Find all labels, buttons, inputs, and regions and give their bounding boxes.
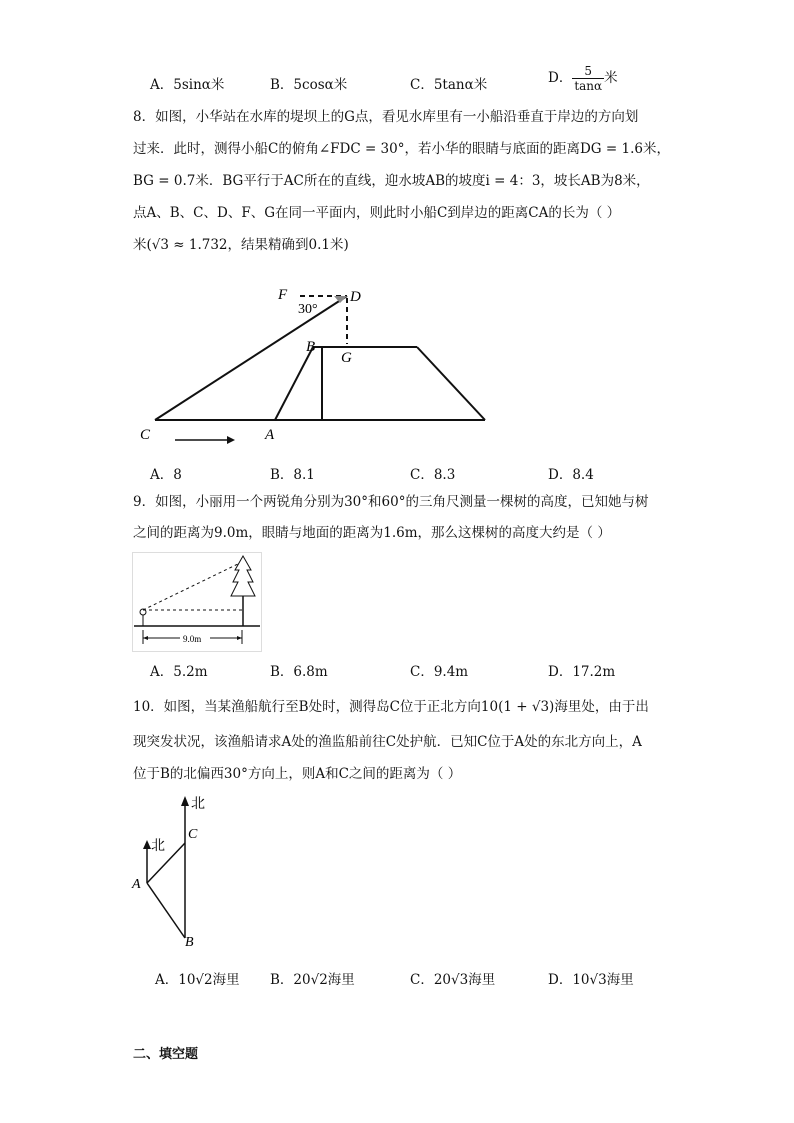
q8-line-2: 过来．此时，测得小船C的俯角∠FDC = 30°，若小华的眼睛与底面的距离DG = 1.6米，	[133, 141, 670, 157]
q7-option-a: A．5sinα米	[150, 77, 225, 93]
q9-option-c: C．9.4m	[410, 664, 469, 680]
label-g: G	[341, 350, 352, 366]
label-b: B	[185, 935, 194, 950]
q8-line-3: BG = 0.7米．BG平行于AC所在的直线，迎水坡AB的坡度i = 4：3，坡长AB为8米，	[133, 173, 650, 189]
slope-ab	[275, 347, 313, 420]
q7-option-c: C．5tanα米	[410, 77, 488, 93]
label-d: D	[350, 289, 361, 305]
q9-tree-figure	[132, 552, 262, 652]
section-title: 二、填空题	[133, 1047, 199, 1062]
q10-option-b: B．20√2海里	[270, 972, 355, 988]
q7-option-d: D． $\frac{5}{\tan\alpha}$ 米	[548, 64, 618, 93]
label-b: B	[306, 339, 316, 355]
label-a: A	[265, 427, 275, 443]
dam-back-slope	[417, 347, 485, 420]
q9-option-b: B．6.8m	[270, 664, 328, 680]
north-label-2: 北	[151, 839, 165, 854]
distance-label: 9.0m	[183, 634, 202, 644]
q7-option-b: B．5cosα米	[270, 77, 348, 93]
q9-option-d: D．17.2m	[548, 664, 616, 680]
q10-option-d: D．10√3海里	[548, 972, 634, 988]
label-c: C	[188, 827, 198, 842]
north-arrow-icon	[181, 796, 189, 806]
q8-option-b: B．8.1	[270, 467, 315, 483]
q9-option-a: A．5.2m	[150, 664, 208, 680]
q8-line-5: 米(√3 ≈ 1.732，结果精确到0.1米)	[133, 237, 349, 253]
label-a: A	[132, 877, 141, 892]
label-angle: 30°	[298, 302, 318, 317]
q8-line-4: 点A、B、C、D、F、G在同一平面内，则此时小船C到岸边的距离CA的长为（ ）	[133, 205, 621, 221]
q8-option-d: D．8.4	[548, 467, 594, 483]
q10-option-c: C．20√3海里	[410, 972, 496, 988]
label-f: F	[278, 287, 288, 303]
q9-line-2: 之间的距离为9.0m，眼睛与地面的距离为1.6m，那么这棵树的高度大约是（ ）	[133, 525, 611, 541]
q8-line-1: 8．如图，小华站在水库的堤坝上的G点，看见水库里有一小船沿垂直于岸边的方向划	[133, 109, 639, 125]
q8-option-a: A．8	[150, 467, 182, 483]
q10-option-a: A．10√2海里	[155, 972, 240, 988]
north-label-1: 北	[191, 797, 205, 812]
sight-line	[155, 296, 347, 420]
north-arrow-icon-a	[143, 840, 151, 849]
q10-line-2: 现突发状况，该渔船请求A处的渔监船前往C处护航．已知C位于A处的东北方向上，A	[133, 734, 642, 750]
q8-dam-figure	[130, 278, 500, 448]
q8-option-c: C．8.3	[410, 467, 456, 483]
q9-line-1: 9．如图，小丽用一个两锐角分别为30°和60°的三角尺测量一棵树的高度，已知她与树	[133, 494, 649, 510]
q10-navigation-figure	[128, 790, 228, 950]
q10-line-1: 10．如图，当某渔船航行至B处时，测得岛C位于正北方向10(1 + √3)海里处，由于出	[133, 699, 649, 715]
fraction: $\frac{5}{\tan\alpha}$	[574, 64, 603, 93]
label-c: C	[140, 427, 151, 443]
q10-line-3: 位于B的北偏西30°方向上，则A和C之间的距离为（ ）	[133, 766, 462, 782]
segment-ab	[147, 883, 185, 938]
arrow-head-icon	[227, 436, 235, 444]
